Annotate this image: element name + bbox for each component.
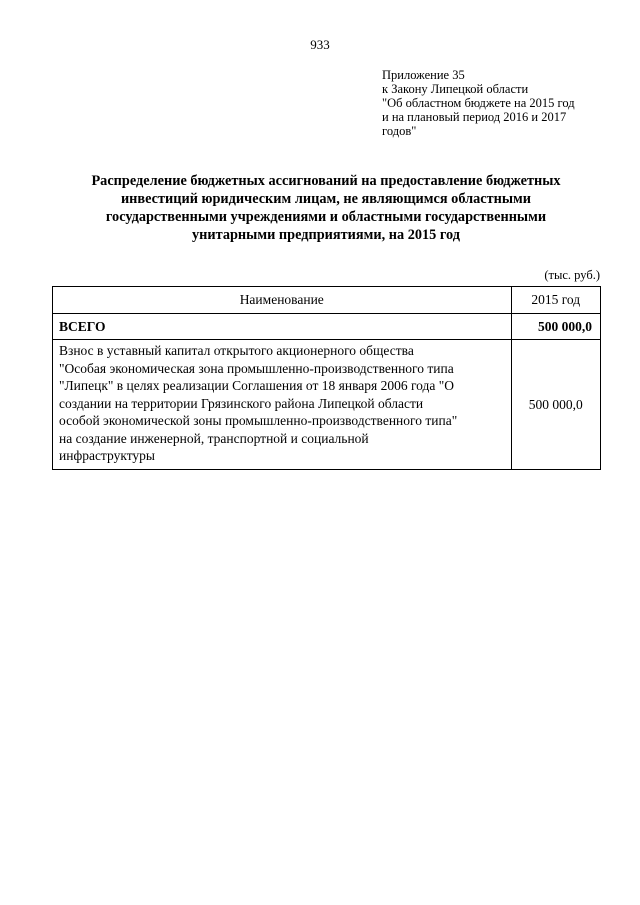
- title-line: инвестиций юридическим лицам, не являющимся областными: [120, 191, 532, 207]
- total-value: 500 000,0: [511, 314, 601, 340]
- title-line: государственными учреждениями и областными государственными: [105, 209, 547, 225]
- table-row: [53, 340, 601, 470]
- item-value: 500 000,0: [511, 340, 601, 470]
- appendix-note: [382, 68, 622, 138]
- document-title: [52, 172, 600, 244]
- item-name-line: "Особая экономическая зона промышленно-производственного типа: [59, 360, 454, 376]
- title-line: Распределение бюджетных ассигнований на предоставление бюджетных: [91, 173, 561, 189]
- units-label: (тыс. руб.): [544, 268, 600, 282]
- appendix-line: и на плановый период 2016 и 2017: [382, 110, 567, 124]
- item-name: [53, 340, 512, 470]
- item-name-line: Взнос в уставный капитал открытого акционерного общества: [59, 343, 414, 358]
- total-label: ВСЕГО: [53, 314, 512, 340]
- header-year: 2015 год: [511, 287, 601, 314]
- appendix-line: к Закону Липецкой области: [382, 82, 529, 96]
- header-name: Наименование: [53, 287, 512, 314]
- item-name-line: инфраструктуры: [59, 448, 155, 463]
- table-row-total: [53, 314, 601, 340]
- appendix-line: "Об областном бюджете на 2015 год: [382, 96, 575, 110]
- appendix-line: годов": [382, 124, 417, 138]
- title-line: унитарными предприятиями, на 2015 год: [192, 227, 460, 243]
- budget-table: [52, 286, 601, 470]
- page-number: 933: [310, 37, 330, 52]
- item-name-line: создании на территории Грязинского района Липецкой области: [59, 395, 424, 411]
- item-name-line: особой экономической зоны промышленно-производственного типа": [59, 413, 458, 428]
- appendix-line: Приложение 35: [382, 68, 465, 82]
- item-name-line: "Липецк" в целях реализации Соглашения от 18 января 2006 года "О: [59, 378, 455, 393]
- table-header-row: [53, 287, 601, 314]
- item-name-line: на создание инженерной, транспортной и социальной: [59, 430, 369, 446]
